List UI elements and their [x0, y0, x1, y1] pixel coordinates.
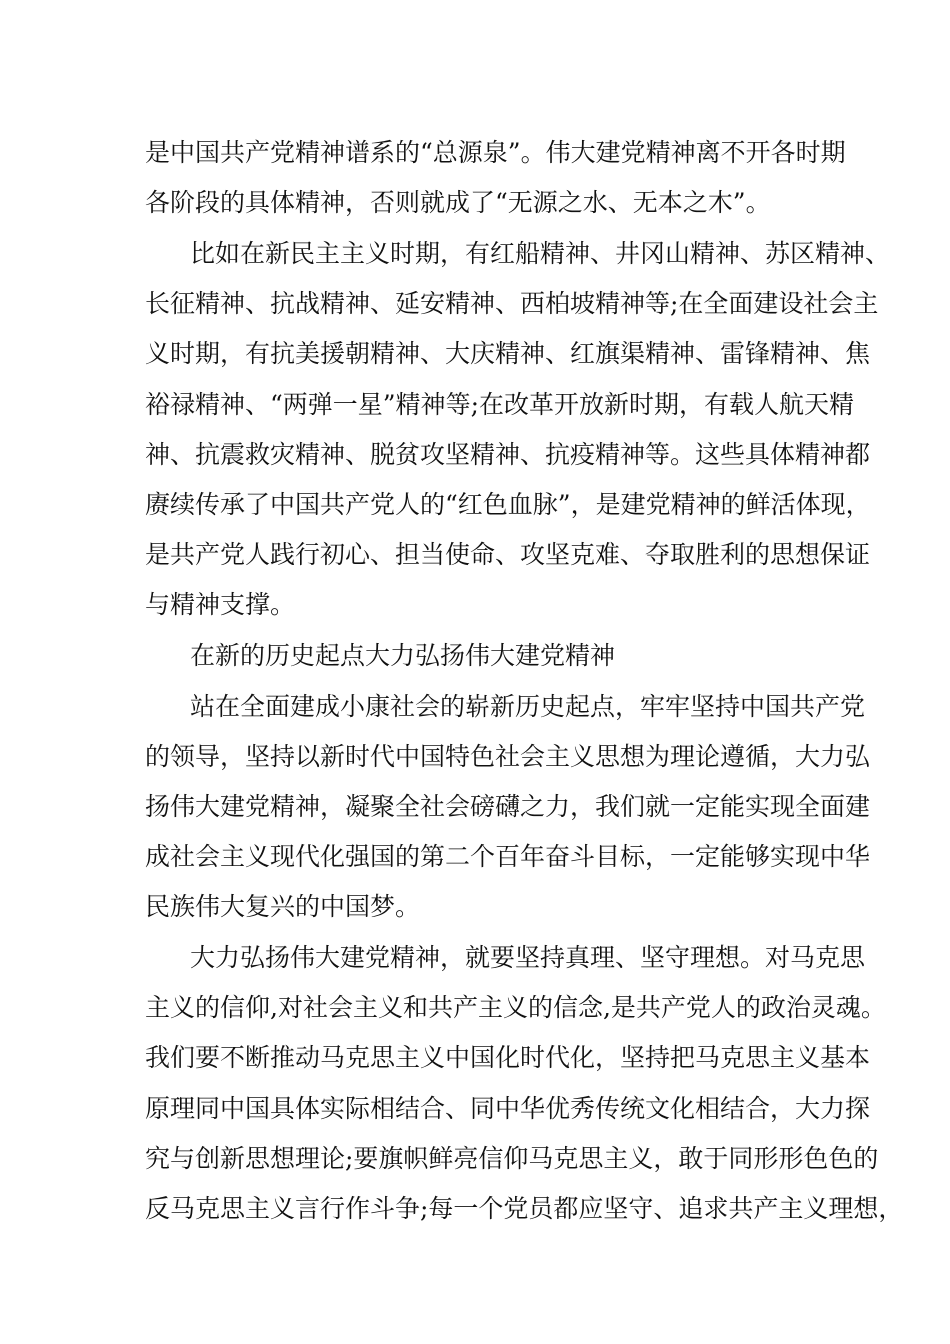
text-line: 义时期，有抗美援朝精神、大庆精神、红旗渠精神、雷锋精神、焦 [145, 339, 871, 368]
text-line: 是中国共产党精神谱系的“总源泉”。伟大建党精神离不开各时期 [145, 138, 846, 167]
text-line: 是共产党人践行初心、担当使命、攻坚克难、夺取胜利的思想保证 [145, 540, 871, 569]
text-line: 民族伟大复兴的中国梦。 [145, 892, 421, 921]
text-line: 裕禄精神、“两弹一星”精神等;在改革开放新时期，有载人航天精 [145, 390, 854, 419]
section-heading: 在新的历史起点大力弘扬伟大建党精神 [190, 641, 616, 670]
text-line: 反马克思主义言行作斗争;每一个党员都应坚守、追求共产主义理想， [145, 1194, 904, 1223]
text-line: 赓续传承了中国共产党人的“红色血脉”，是建党精神的鲜活体现， [145, 490, 871, 519]
text-line: 扬伟大建党精神，凝聚全社会磅礴之力，我们就一定能实现全面建 [145, 792, 871, 821]
text-line: 究与创新思想理论;要旗帜鲜亮信仰马克思主义，敢于同形形色色的 [145, 1144, 879, 1173]
text-line: 我们要不断推动马克思主义中国化时代化，坚持把马克思主义基本 [145, 1043, 871, 1072]
text-line: 原理同中国具体实际相结合、同中华优秀传统文化相结合，大力探 [145, 1094, 871, 1123]
text-line: 站在全面建成小康社会的崭新历史起点，牢牢坚持中国共产党 [190, 692, 866, 721]
text-line: 比如在新民主主义时期，有红船精神、井冈山精神、苏区精神、 [190, 239, 891, 268]
text-line: 成社会主义现代化强国的第二个百年奋斗目标，一定能够实现中华 [145, 842, 871, 871]
text-line: 大力弘扬伟大建党精神，就要坚持真理、坚守理想。对马克思 [190, 943, 866, 972]
text-line: 神、抗震救灾精神、脱贫攻坚精神、抗疫精神等。这些具体精神都 [145, 440, 871, 469]
text-line: 的领导，坚持以新时代中国特色社会主义思想为理论遵循，大力弘 [145, 742, 871, 771]
text-line: 主义的信仰,对社会主义和共产主义的信念,是共产党人的政治灵魂。 [145, 993, 886, 1022]
text-line: 长征精神、抗战精神、延安精神、西柏坡精神等;在全面建设社会主 [145, 289, 879, 318]
text-line: 各阶段的具体精神，否则就成了“无源之水、无本之木”。 [145, 188, 771, 217]
text-line: 与精神支撑。 [145, 590, 296, 619]
